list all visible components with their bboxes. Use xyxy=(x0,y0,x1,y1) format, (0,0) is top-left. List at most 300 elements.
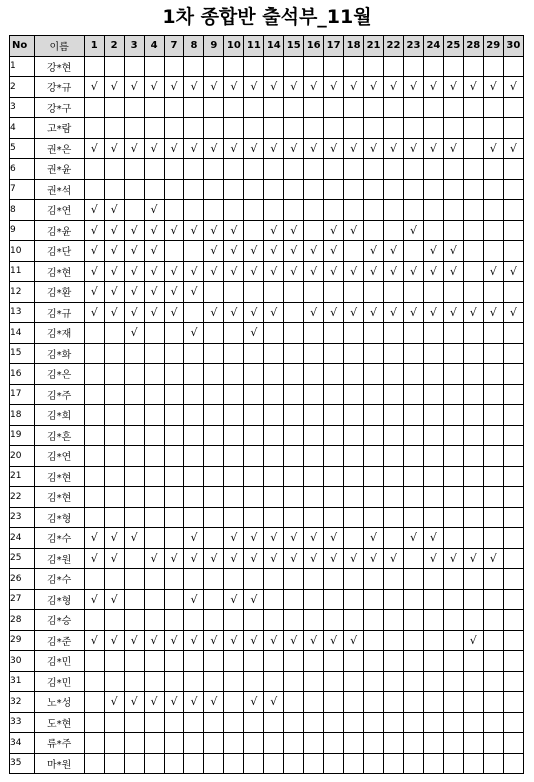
attendance-cell xyxy=(503,507,523,528)
attendance-cell xyxy=(423,56,443,77)
attendance-cell xyxy=(244,753,264,774)
attendance-cell xyxy=(184,569,204,590)
attendance-cell xyxy=(423,753,443,774)
attendance-cell xyxy=(483,56,503,77)
attendance-cell xyxy=(224,364,244,385)
check-mark: √ xyxy=(324,261,344,282)
attendance-cell xyxy=(463,241,483,262)
check-mark: √ xyxy=(344,138,364,159)
row-number: 25 xyxy=(10,548,35,569)
check-mark: √ xyxy=(124,302,144,323)
attendance-cell xyxy=(324,610,344,631)
attendance-cell xyxy=(384,753,404,774)
table-row xyxy=(10,405,524,426)
attendance-cell xyxy=(304,671,324,692)
attendance-cell xyxy=(344,753,364,774)
student-name: 김*화 xyxy=(34,343,84,364)
student-name: 김*연 xyxy=(34,200,84,221)
attendance-cell xyxy=(384,446,404,467)
attendance-cell xyxy=(384,487,404,508)
attendance-cell xyxy=(324,487,344,508)
row-number: 2 xyxy=(10,77,35,98)
attendance-cell xyxy=(164,323,184,344)
attendance-cell xyxy=(324,179,344,200)
attendance-cell xyxy=(463,610,483,631)
attendance-cell xyxy=(124,118,144,139)
attendance-cell xyxy=(224,692,244,713)
no-header: No xyxy=(10,36,35,57)
attendance-cell xyxy=(104,405,124,426)
attendance-cell xyxy=(104,507,124,528)
attendance-cell xyxy=(364,200,384,221)
attendance-cell xyxy=(443,179,463,200)
row-number: 35 xyxy=(10,753,35,774)
attendance-cell xyxy=(423,364,443,385)
student-name: 김*재 xyxy=(34,323,84,344)
attendance-cell xyxy=(503,220,523,241)
check-mark: √ xyxy=(344,261,364,282)
attendance-cell xyxy=(304,692,324,713)
attendance-cell xyxy=(304,97,324,118)
check-mark: √ xyxy=(124,630,144,651)
attendance-cell xyxy=(463,179,483,200)
check-mark: √ xyxy=(284,261,304,282)
attendance-cell xyxy=(403,446,423,467)
attendance-cell xyxy=(384,405,404,426)
attendance-cell xyxy=(124,610,144,631)
attendance-cell xyxy=(423,589,443,610)
attendance-cell xyxy=(264,405,284,426)
attendance-cell xyxy=(344,671,364,692)
check-mark: √ xyxy=(204,220,224,241)
attendance-cell xyxy=(443,343,463,364)
attendance-cell xyxy=(304,323,324,344)
check-mark: √ xyxy=(144,261,164,282)
attendance-cell xyxy=(284,610,304,631)
attendance-cell xyxy=(483,487,503,508)
table-row xyxy=(10,220,524,241)
student-name: 김*수 xyxy=(34,528,84,549)
attendance-cell xyxy=(104,118,124,139)
attendance-cell xyxy=(483,589,503,610)
table-row xyxy=(10,446,524,467)
attendance-cell xyxy=(184,651,204,672)
check-mark: √ xyxy=(443,138,463,159)
table-row xyxy=(10,56,524,77)
attendance-cell xyxy=(344,425,364,446)
attendance-cell xyxy=(503,692,523,713)
attendance-cell xyxy=(384,569,404,590)
attendance-cell xyxy=(423,733,443,754)
attendance-cell xyxy=(443,118,463,139)
check-mark: √ xyxy=(384,261,404,282)
day-header: 15 xyxy=(284,36,304,57)
day-header: 10 xyxy=(224,36,244,57)
attendance-cell xyxy=(244,179,264,200)
day-header: 3 xyxy=(124,36,144,57)
check-mark: √ xyxy=(84,630,104,651)
attendance-cell xyxy=(224,97,244,118)
attendance-cell xyxy=(204,610,224,631)
check-mark: √ xyxy=(224,138,244,159)
attendance-cell xyxy=(403,343,423,364)
check-mark: √ xyxy=(124,323,144,344)
attendance-cell xyxy=(364,692,384,713)
attendance-cell xyxy=(144,97,164,118)
attendance-cell xyxy=(403,118,423,139)
check-mark: √ xyxy=(204,138,224,159)
attendance-cell xyxy=(184,507,204,528)
student-name: 권*석 xyxy=(34,179,84,200)
check-mark: √ xyxy=(84,220,104,241)
attendance-cell xyxy=(463,384,483,405)
check-mark: √ xyxy=(224,241,244,262)
attendance-cell xyxy=(224,446,244,467)
student-name: 마*원 xyxy=(34,753,84,774)
attendance-cell xyxy=(344,446,364,467)
attendance-cell xyxy=(284,671,304,692)
check-mark: √ xyxy=(104,77,124,98)
check-mark: √ xyxy=(403,261,423,282)
attendance-cell xyxy=(364,712,384,733)
check-mark: √ xyxy=(364,77,384,98)
attendance-cell xyxy=(463,671,483,692)
attendance-cell xyxy=(264,282,284,303)
table-row xyxy=(10,630,524,651)
attendance-cell xyxy=(483,425,503,446)
attendance-cell xyxy=(364,630,384,651)
attendance-cell xyxy=(423,200,443,221)
attendance-cell xyxy=(124,712,144,733)
name-header: 이름 xyxy=(34,36,84,57)
attendance-cell xyxy=(483,733,503,754)
attendance-cell xyxy=(443,733,463,754)
attendance-cell xyxy=(84,384,104,405)
attendance-cell xyxy=(384,159,404,180)
check-mark: √ xyxy=(344,630,364,651)
attendance-cell xyxy=(184,200,204,221)
table-row xyxy=(10,712,524,733)
row-number: 24 xyxy=(10,528,35,549)
attendance-cell xyxy=(224,118,244,139)
attendance-cell xyxy=(423,159,443,180)
attendance-cell xyxy=(423,671,443,692)
attendance-cell xyxy=(503,200,523,221)
check-mark: √ xyxy=(284,630,304,651)
attendance-cell xyxy=(463,364,483,385)
student-name: 김*희 xyxy=(34,405,84,426)
attendance-cell xyxy=(483,569,503,590)
attendance-cell xyxy=(304,507,324,528)
attendance-cell xyxy=(204,323,224,344)
attendance-cell xyxy=(84,425,104,446)
check-mark: √ xyxy=(463,548,483,569)
table-row xyxy=(10,77,524,98)
day-header: 11 xyxy=(244,36,264,57)
attendance-cell xyxy=(284,200,304,221)
attendance-cell xyxy=(344,712,364,733)
attendance-cell xyxy=(164,179,184,200)
check-mark: √ xyxy=(384,77,404,98)
attendance-cell xyxy=(463,753,483,774)
check-mark: √ xyxy=(224,548,244,569)
check-mark: √ xyxy=(184,692,204,713)
attendance-cell xyxy=(344,651,364,672)
attendance-cell xyxy=(364,446,384,467)
check-mark: √ xyxy=(403,138,423,159)
attendance-cell xyxy=(324,569,344,590)
check-mark: √ xyxy=(104,589,124,610)
student-name: 김*규 xyxy=(34,302,84,323)
day-header: 28 xyxy=(463,36,483,57)
attendance-cell xyxy=(503,589,523,610)
attendance-cell xyxy=(244,446,264,467)
attendance-cell xyxy=(264,159,284,180)
attendance-cell xyxy=(483,364,503,385)
student-name: 김*현 xyxy=(34,487,84,508)
attendance-cell xyxy=(164,425,184,446)
check-mark: √ xyxy=(244,323,264,344)
attendance-cell xyxy=(264,384,284,405)
check-mark: √ xyxy=(124,220,144,241)
attendance-cell xyxy=(503,610,523,631)
attendance-cell xyxy=(224,671,244,692)
attendance-cell xyxy=(124,507,144,528)
attendance-cell xyxy=(264,323,284,344)
attendance-cell xyxy=(403,733,423,754)
attendance-cell xyxy=(344,569,364,590)
attendance-cell xyxy=(403,179,423,200)
attendance-cell xyxy=(483,220,503,241)
check-mark: √ xyxy=(164,548,184,569)
attendance-cell xyxy=(164,610,184,631)
attendance-cell xyxy=(344,466,364,487)
table-row xyxy=(10,425,524,446)
attendance-cell xyxy=(164,97,184,118)
attendance-cell xyxy=(324,97,344,118)
check-mark: √ xyxy=(264,220,284,241)
student-name: 김*형 xyxy=(34,589,84,610)
check-mark: √ xyxy=(364,528,384,549)
table-row xyxy=(10,507,524,528)
attendance-cell xyxy=(244,220,264,241)
check-mark: √ xyxy=(503,138,523,159)
check-mark: √ xyxy=(184,138,204,159)
attendance-cell xyxy=(364,118,384,139)
attendance-cell xyxy=(503,466,523,487)
attendance-cell xyxy=(144,712,164,733)
student-name: 김*은 xyxy=(34,364,84,385)
attendance-cell xyxy=(304,56,324,77)
attendance-cell xyxy=(423,323,443,344)
student-name: 김*환 xyxy=(34,282,84,303)
attendance-cell xyxy=(463,487,483,508)
row-number: 13 xyxy=(10,302,35,323)
attendance-cell xyxy=(284,487,304,508)
student-name: 김*연 xyxy=(34,446,84,467)
attendance-cell xyxy=(144,589,164,610)
attendance-cell xyxy=(144,118,164,139)
attendance-cell xyxy=(224,466,244,487)
attendance-cell xyxy=(204,118,224,139)
student-name: 도*현 xyxy=(34,712,84,733)
student-name: 김*윤 xyxy=(34,220,84,241)
check-mark: √ xyxy=(463,77,483,98)
row-number: 11 xyxy=(10,261,35,282)
attendance-cell xyxy=(84,159,104,180)
attendance-cell xyxy=(264,425,284,446)
check-mark: √ xyxy=(463,302,483,323)
row-number: 32 xyxy=(10,692,35,713)
attendance-cell xyxy=(224,425,244,446)
attendance-cell xyxy=(124,159,144,180)
attendance-cell xyxy=(204,159,224,180)
attendance-cell xyxy=(463,569,483,590)
attendance-cell xyxy=(324,753,344,774)
check-mark: √ xyxy=(244,528,264,549)
attendance-cell xyxy=(463,159,483,180)
attendance-cell xyxy=(483,200,503,221)
check-mark: √ xyxy=(364,138,384,159)
check-mark: √ xyxy=(104,138,124,159)
attendance-cell xyxy=(104,343,124,364)
attendance-cell xyxy=(144,733,164,754)
check-mark: √ xyxy=(244,138,264,159)
attendance-cell xyxy=(284,179,304,200)
row-number: 4 xyxy=(10,118,35,139)
attendance-cell xyxy=(463,97,483,118)
attendance-cell xyxy=(204,466,224,487)
attendance-cell xyxy=(104,425,124,446)
attendance-cell xyxy=(164,241,184,262)
attendance-cell xyxy=(463,405,483,426)
attendance-cell xyxy=(204,384,224,405)
attendance-cell xyxy=(304,446,324,467)
attendance-cell xyxy=(184,179,204,200)
attendance-cell xyxy=(483,118,503,139)
check-mark: √ xyxy=(463,630,483,651)
attendance-cell xyxy=(443,589,463,610)
attendance-cell xyxy=(364,179,384,200)
row-number: 28 xyxy=(10,610,35,631)
attendance-cell xyxy=(344,343,364,364)
student-name: 강*규 xyxy=(34,77,84,98)
attendance-cell xyxy=(463,118,483,139)
attendance-cell xyxy=(443,610,463,631)
attendance-cell xyxy=(304,384,324,405)
attendance-cell xyxy=(184,97,204,118)
check-mark: √ xyxy=(423,548,443,569)
check-mark: √ xyxy=(384,548,404,569)
attendance-cell xyxy=(284,343,304,364)
attendance-cell xyxy=(264,671,284,692)
attendance-cell xyxy=(104,753,124,774)
attendance-cell xyxy=(144,405,164,426)
attendance-cell xyxy=(244,466,264,487)
attendance-cell xyxy=(164,733,184,754)
attendance-cell xyxy=(184,118,204,139)
attendance-cell xyxy=(84,569,104,590)
check-mark: √ xyxy=(304,528,324,549)
attendance-cell xyxy=(244,282,264,303)
attendance-cell xyxy=(423,610,443,631)
attendance-cell xyxy=(403,384,423,405)
attendance-cell xyxy=(284,323,304,344)
attendance-cell xyxy=(304,487,324,508)
attendance-cell xyxy=(503,548,523,569)
check-mark: √ xyxy=(184,528,204,549)
attendance-cell xyxy=(184,712,204,733)
check-mark: √ xyxy=(124,261,144,282)
attendance-cell xyxy=(284,159,304,180)
attendance-cell xyxy=(244,384,264,405)
table-row xyxy=(10,241,524,262)
attendance-cell xyxy=(483,97,503,118)
check-mark: √ xyxy=(144,241,164,262)
attendance-cell xyxy=(204,56,224,77)
table-row xyxy=(10,384,524,405)
check-mark: √ xyxy=(403,302,423,323)
attendance-cell xyxy=(324,118,344,139)
attendance-cell xyxy=(224,569,244,590)
check-mark: √ xyxy=(443,77,463,98)
attendance-cell xyxy=(264,507,284,528)
attendance-cell xyxy=(144,159,164,180)
attendance-cell xyxy=(304,405,324,426)
attendance-cell xyxy=(443,405,463,426)
attendance-cell xyxy=(164,405,184,426)
attendance-cell xyxy=(264,364,284,385)
check-mark: √ xyxy=(264,692,284,713)
check-mark: √ xyxy=(304,77,324,98)
attendance-cell xyxy=(304,118,324,139)
table-row xyxy=(10,179,524,200)
attendance-cell xyxy=(324,733,344,754)
attendance-cell xyxy=(284,364,304,385)
attendance-cell xyxy=(364,56,384,77)
attendance-cell xyxy=(84,507,104,528)
attendance-cell xyxy=(224,323,244,344)
attendance-cell xyxy=(463,733,483,754)
attendance-cell xyxy=(344,282,364,303)
table-row xyxy=(10,528,524,549)
attendance-cell xyxy=(284,97,304,118)
day-header: 17 xyxy=(324,36,344,57)
attendance-cell xyxy=(164,528,184,549)
attendance-cell xyxy=(483,692,503,713)
attendance-cell xyxy=(84,405,104,426)
check-mark: √ xyxy=(344,548,364,569)
attendance-cell xyxy=(384,528,404,549)
attendance-cell xyxy=(324,466,344,487)
attendance-cell xyxy=(483,651,503,672)
attendance-cell xyxy=(104,446,124,467)
check-mark: √ xyxy=(84,282,104,303)
attendance-cell xyxy=(364,343,384,364)
attendance-cell xyxy=(204,753,224,774)
day-header: 8 xyxy=(184,36,204,57)
attendance-cell xyxy=(144,466,164,487)
check-mark: √ xyxy=(423,528,443,549)
row-number: 15 xyxy=(10,343,35,364)
attendance-cell xyxy=(324,425,344,446)
attendance-cell xyxy=(204,712,224,733)
attendance-cell xyxy=(324,651,344,672)
row-number: 33 xyxy=(10,712,35,733)
check-mark: √ xyxy=(164,692,184,713)
row-number: 1 xyxy=(10,56,35,77)
attendance-cell xyxy=(244,97,264,118)
